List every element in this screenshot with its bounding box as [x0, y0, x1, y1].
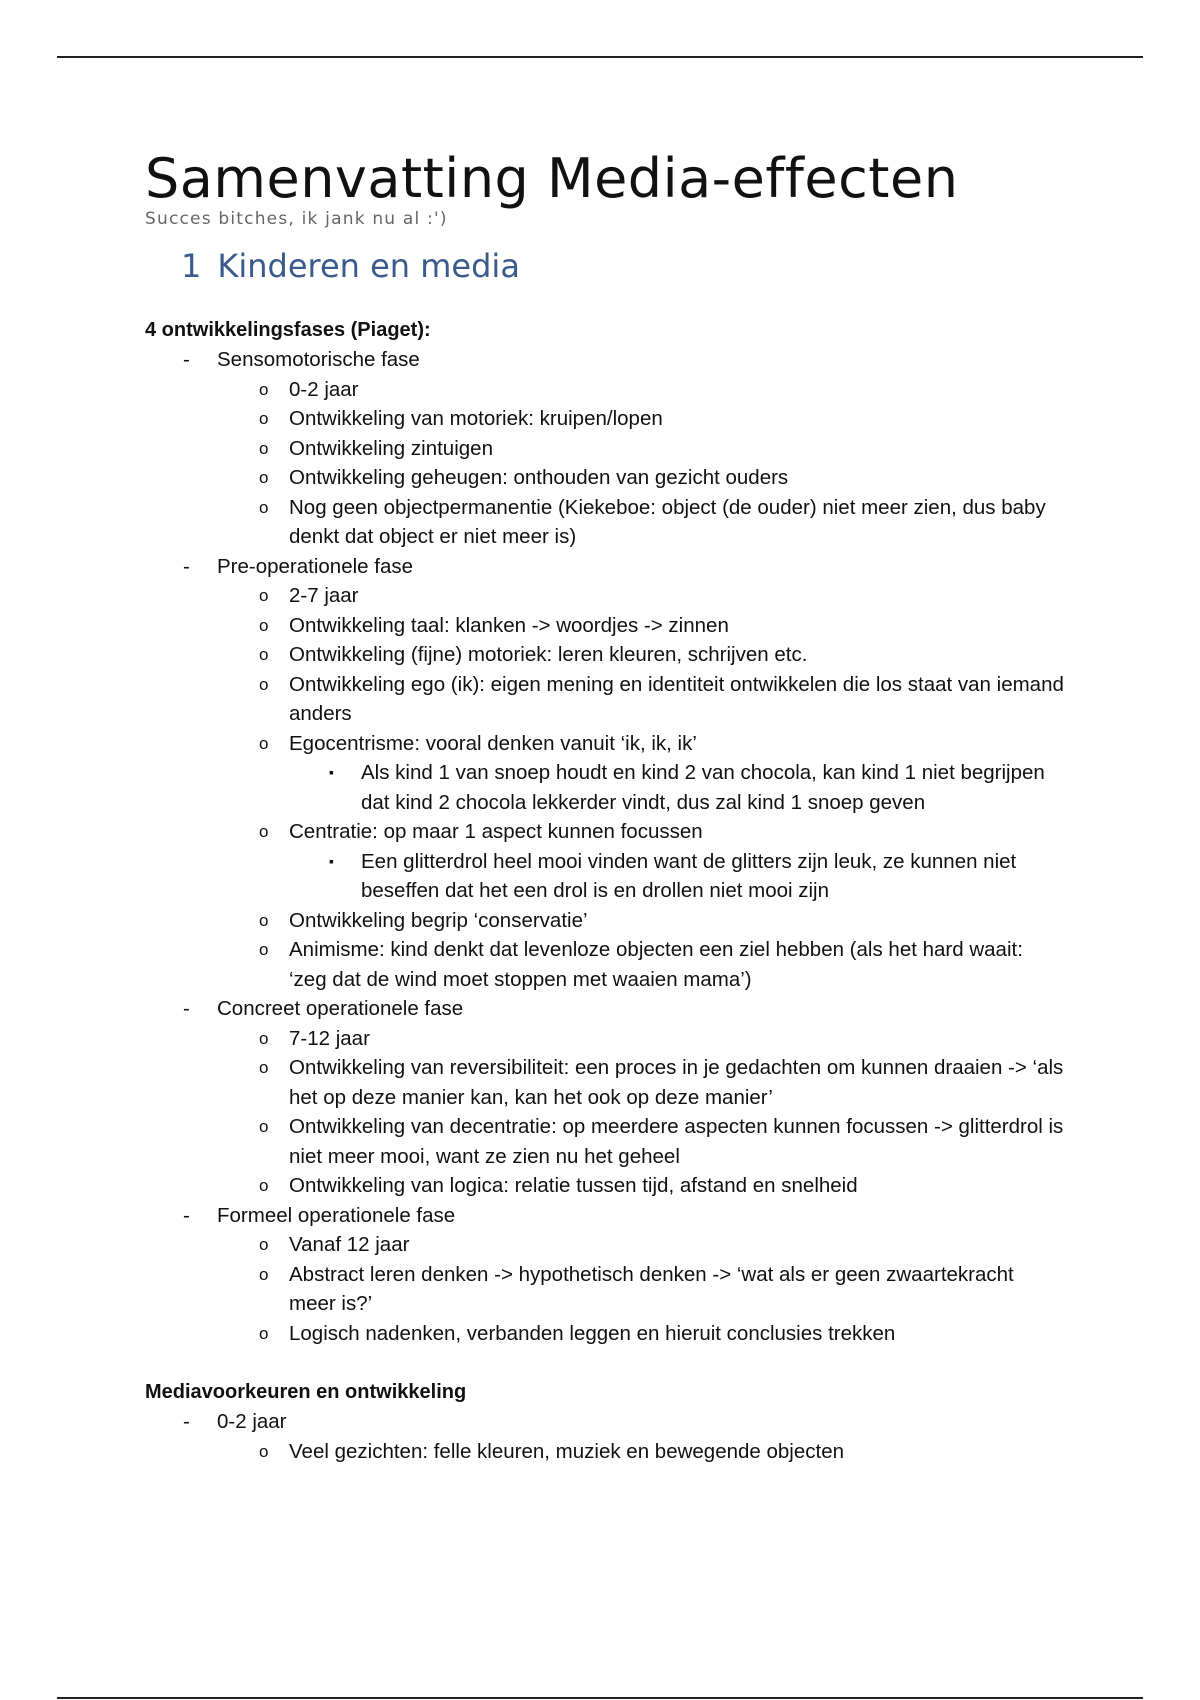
detail-item — [217, 463, 1065, 493]
phase-detail-list — [217, 375, 1065, 552]
phase-label: Formeel operationele fase — [217, 1203, 456, 1227]
detail-item — [217, 434, 1065, 464]
detail-text: Egocentrisme: vooral denken vanuit ‘ik, ik, ik’ — [289, 731, 697, 755]
circle-bullet: o — [259, 586, 269, 605]
phase-label: Pre-operationele fase — [217, 554, 414, 578]
phase-label: Concreet operationele fase — [217, 997, 464, 1020]
footer-rule — [57, 1697, 1143, 1699]
circle-bullet: o — [259, 1176, 269, 1195]
detail-text: Nog geen objectpermanentie (Kiekeboe: object (de ouder) niet meer zien, dus baby denkt dat object er niet meer is) — [289, 495, 1046, 548]
circle-bullet: o — [259, 379, 269, 399]
example-text: Een glitterdrol heel mooi vinden want de glitters zijn leuk, ze kunnen niet beseffen dat het een drol is en drollen niet mooi zijn — [361, 849, 1017, 902]
detail-item — [217, 1319, 1065, 1349]
circle-bullet: o — [259, 409, 269, 428]
detail-text: Animisme: kind denkt dat levenloze objecten een ziel hebben (als het hard waait: ‘zeg dat de wind moet stoppen met waaien mama’) — [289, 938, 1023, 991]
circle-bullet: o — [259, 438, 269, 458]
detail-text: Ontwikkeling van motoriek: kruipen/lopen — [289, 407, 663, 430]
detail-item — [217, 935, 1065, 994]
square-bullet: ▪ — [329, 852, 334, 869]
circle-bullet: o — [259, 497, 269, 517]
example-text: Als kind 1 van snoep houdt en kind 2 van chocola, kan kind 1 niet begrijpen dat kind 2 chocola lekkerder vindt, dus zal kind 1 snoep geven — [361, 761, 1045, 814]
example-list — [289, 758, 1065, 817]
detail-text: Ontwikkeling begrip ‘conservatie’ — [289, 908, 588, 932]
circle-bullet: o — [259, 1235, 269, 1254]
circle-bullet: o — [259, 1441, 269, 1461]
media-preference-list — [145, 1407, 1065, 1466]
circle-bullet: o — [259, 1117, 269, 1136]
document-title: Samenvatting Media-effecten — [145, 147, 959, 210]
example-item — [289, 847, 1065, 906]
square-bullet: ▪ — [329, 764, 334, 780]
phase-detail-list — [217, 1437, 1065, 1467]
example-item — [289, 758, 1065, 817]
phase-detail-list — [217, 1024, 1065, 1201]
page-content — [145, 148, 1065, 1466]
detail-item — [217, 1053, 1065, 1112]
phase-item — [145, 1201, 1065, 1349]
phase-item — [145, 994, 1065, 1201]
detail-item — [217, 1171, 1065, 1201]
detail-item — [217, 729, 1065, 818]
detail-item — [217, 640, 1065, 670]
section-heading — [181, 246, 1065, 286]
detail-item — [217, 375, 1065, 405]
detail-text: Abstract leren denken -> hypothetisch denken -> ‘wat als er geen zwaartekracht meer is?’ — [289, 1262, 1014, 1315]
detail-item — [217, 1024, 1065, 1054]
heading-number: 1 — [181, 247, 202, 285]
dash-bullet: - — [183, 348, 190, 371]
detail-text: Ontwikkeling ego (ik): eigen mening en identiteit ontwikkelen die los staat van iemand anders — [289, 672, 1064, 725]
detail-item — [217, 1260, 1065, 1319]
phase-label: Sensomotorische fase — [217, 348, 420, 371]
section-title-mediavoorkeuren: Mediavoorkeuren en ontwikkeling — [145, 1381, 467, 1403]
heading-text: Kinderen en media — [217, 247, 520, 285]
detail-item — [217, 611, 1065, 641]
detail-text: Ontwikkeling taal: klanken -> woordjes -> zinnen — [289, 613, 729, 637]
phase-label: 0-2 jaar — [217, 1410, 287, 1433]
detail-text: Vanaf 12 jaar — [289, 1233, 410, 1256]
section-title-piaget: 4 ontwikkelingsfases (Piaget): — [145, 319, 431, 341]
example-list — [289, 847, 1065, 906]
phase-detail-list — [217, 581, 1065, 994]
circle-bullet: o — [259, 733, 269, 753]
dash-bullet: - — [183, 554, 190, 578]
document-subtitle: Succes bitches, ik jank nu al :') — [145, 209, 448, 229]
detail-text: Ontwikkeling (fijne) motoriek: leren kleuren, schrijven etc. — [289, 643, 808, 666]
detail-item — [217, 493, 1065, 552]
detail-item — [217, 1230, 1065, 1260]
detail-text: Veel gezichten: felle kleuren, muziek en bewegende objecten — [289, 1439, 845, 1463]
phase-detail-list — [217, 1230, 1065, 1348]
dash-bullet: - — [183, 997, 190, 1020]
circle-bullet: o — [259, 940, 269, 959]
circle-bullet: o — [259, 1264, 269, 1284]
detail-text: 7-12 jaar — [289, 1026, 370, 1050]
detail-text: 2-7 jaar — [289, 584, 359, 607]
dash-bullet: - — [183, 1203, 190, 1227]
detail-text: Ontwikkeling van logica: relatie tussen tijd, afstand en snelheid — [289, 1174, 858, 1197]
detail-item — [217, 404, 1065, 434]
detail-text: Ontwikkeling zintuigen — [289, 436, 493, 460]
detail-text: 0-2 jaar — [289, 377, 359, 401]
dash-bullet: - — [183, 1410, 190, 1433]
detail-text: Ontwikkeling geheugen: onthouden van gezicht ouders — [289, 466, 789, 489]
circle-bullet: o — [259, 1028, 269, 1048]
phase-item — [145, 1407, 1065, 1466]
circle-bullet: o — [259, 910, 269, 930]
detail-text: Centratie: op maar 1 aspect kunnen focussen — [289, 820, 703, 843]
circle-bullet: o — [259, 468, 269, 487]
phase-item — [145, 345, 1065, 552]
circle-bullet: o — [259, 645, 269, 664]
circle-bullet: o — [259, 674, 269, 694]
circle-bullet: o — [259, 1323, 269, 1343]
header-rule — [57, 56, 1143, 58]
circle-bullet: o — [259, 615, 269, 635]
detail-text: Ontwikkeling van reversibiliteit: een proces in je gedachten om kunnen draaien -> ‘als het op deze manier kan, kan het ook op deze manier’ — [289, 1056, 1064, 1109]
phase-item — [145, 552, 1065, 995]
detail-item — [217, 1112, 1065, 1171]
circle-bullet: o — [259, 1058, 269, 1077]
circle-bullet: o — [259, 822, 269, 841]
detail-item — [217, 906, 1065, 936]
detail-item — [217, 1437, 1065, 1467]
piaget-phase-list — [145, 345, 1065, 1348]
detail-item — [217, 817, 1065, 906]
detail-item — [217, 581, 1065, 611]
detail-item — [217, 670, 1065, 729]
detail-text: Ontwikkeling van decentratie: op meerdere aspecten kunnen focussen -> glitterdrol is niet meer mooi, want ze zien nu het geheel — [289, 1115, 1064, 1168]
detail-text: Logisch nadenken, verbanden leggen en hieruit conclusies trekken — [289, 1321, 896, 1345]
